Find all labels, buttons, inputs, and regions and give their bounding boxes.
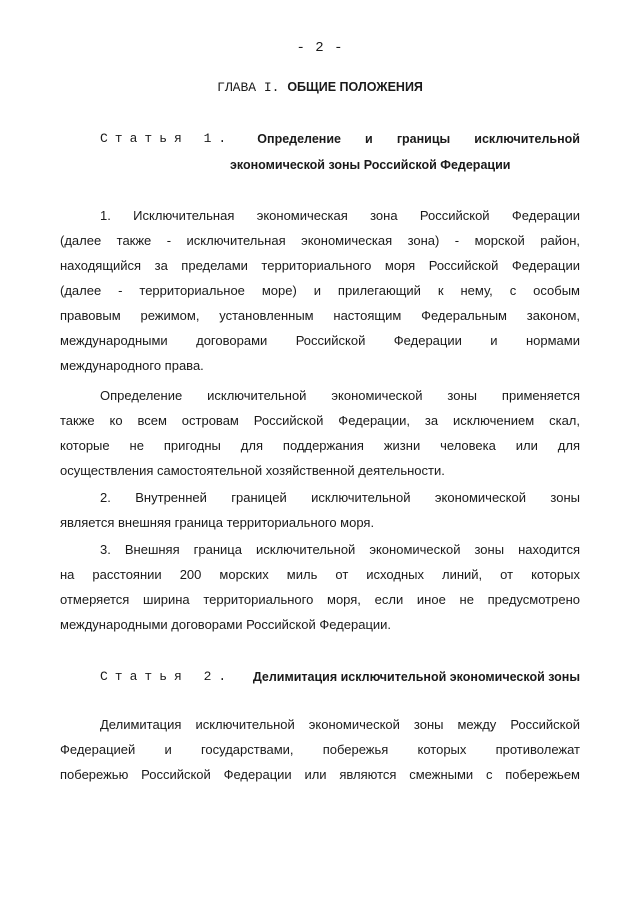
page-number: - 2 - [296, 40, 344, 56]
text-line: находящийся за пределами территориального моря Российской Федерации [60, 258, 580, 273]
text-line: также ко всем островам Российской Федерации, за исключением скал, [60, 413, 580, 428]
article-2-heading [100, 664, 580, 690]
article-2-paragraph-1 [60, 712, 580, 787]
article-1-label: Статья 1. [100, 131, 234, 146]
text-line: международными договорами Российской Федерации. [60, 617, 392, 632]
text-line: (далее также - исключительная экономическая зона) - морской район, [60, 233, 580, 248]
text-line: Федерацией и государствами, побережья которых противолежат [60, 742, 580, 757]
text-line: международного права. [60, 358, 204, 373]
chapter-heading [0, 80, 640, 95]
text-line: которые не пригодны для поддержания жизни человека или для [60, 438, 580, 453]
text-line: (далее - территориальное море) и прилегающий к нему, с особым [60, 283, 580, 298]
article-1-title-word-4: исключительной [474, 132, 580, 146]
chapter-title: ОБЩИЕ ПОЛОЖЕНИЯ [287, 80, 423, 94]
text-line: правовым режимом, установленным настоящим Федеральным законом, [60, 308, 580, 323]
text-line: Делимитация исключительной экономической зоны между Российской [100, 717, 580, 732]
chapter-number: ГЛАВА I. [217, 80, 280, 95]
article-1-title-line-2: экономической зоны Российской Федерации [230, 158, 511, 172]
text-line: отмеряется ширина территориального моря, если иное не предусмотрено [60, 592, 580, 607]
article-1-title-word-3: границы [396, 132, 451, 146]
text-line: 2. Внутренней границей исключительной экономической зоны [100, 490, 580, 505]
text-line: на расстоянии 200 морских миль от исходных линий, от которых [60, 567, 580, 582]
text-line: осуществления самостоятельной хозяйственной деятельности. [60, 463, 445, 478]
article-2-label: Статья 2. [100, 669, 234, 684]
article-1-title-word-2: и [365, 132, 373, 146]
text-line: является внешняя граница территориального моря. [60, 515, 375, 530]
article-1-title-word-1: Определение [257, 132, 341, 146]
article-1-paragraph-4 [60, 537, 580, 637]
article-1-paragraph-2 [60, 383, 580, 483]
text-line: 1. Исключительная экономическая зона Российской Федерации [100, 208, 580, 223]
article-1-paragraph-3 [60, 485, 580, 535]
text-line: международными договорами Российской Федерации и нормами [60, 333, 580, 348]
article-1-heading [100, 126, 580, 179]
text-line: побережью Российской Федерации или являются смежными с побережьем [60, 767, 580, 782]
text-line: 3. Внешняя граница исключительной экономической зоны находится [100, 542, 580, 557]
text-line: Определение исключительной экономической зоны применяется [100, 388, 580, 403]
article-2-title: Делимитация исключительной экономической зоны [252, 670, 580, 684]
article-1-paragraph-1 [60, 203, 580, 378]
